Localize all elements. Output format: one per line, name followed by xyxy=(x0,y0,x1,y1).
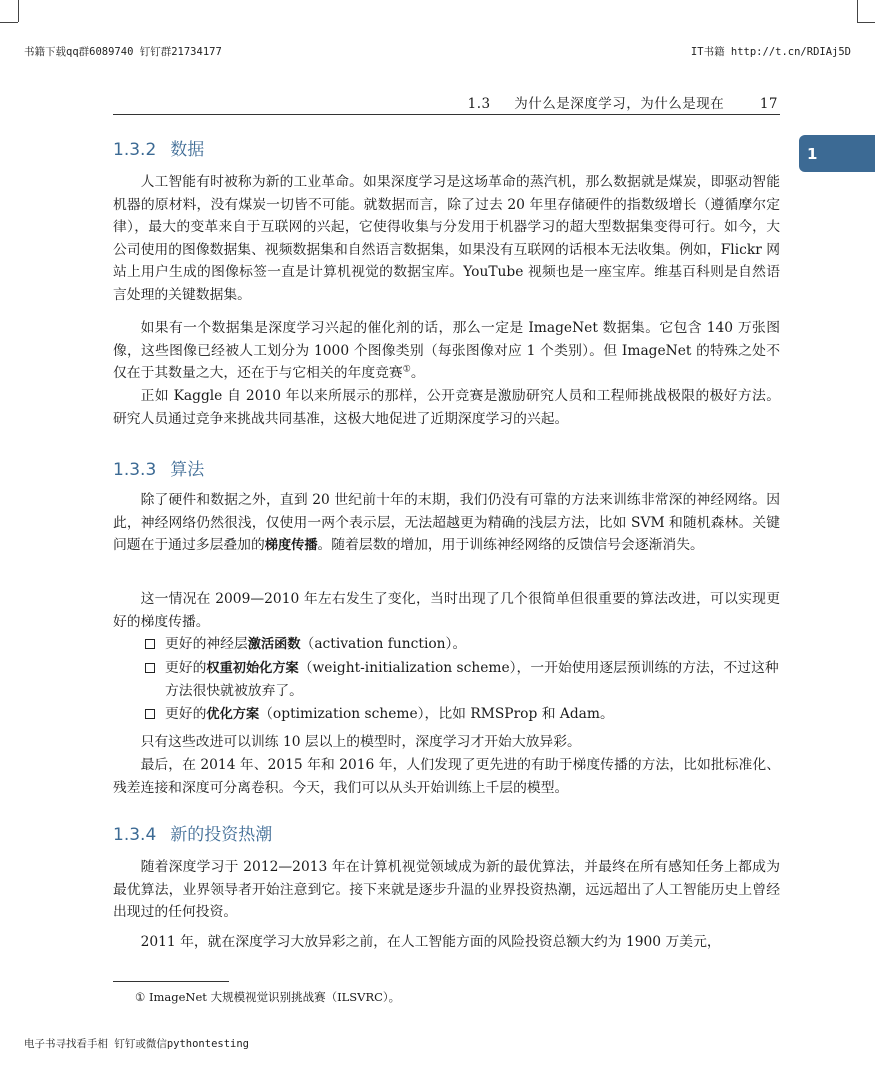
checkbox-bullet-icon xyxy=(145,709,155,719)
page-number: 17 xyxy=(759,96,778,112)
paragraph-text: 除了硬件和数据之外，直到 20 世纪前十年的末期，我们仍没有可靠的方法来训练非常深的神经网络。因此，神经网络仍然很浅，仅使用一两个表示层，无法超越更为精确的浅层方法，比如 SVM 和随机森林。关键问题在于通过多层叠加的 xyxy=(113,492,780,554)
paragraph-text: 。 xyxy=(410,365,425,382)
running-head xyxy=(113,92,778,112)
section-heading-data xyxy=(113,135,204,160)
section-number: 1.3.3 xyxy=(113,460,157,480)
item-text: 更好的 xyxy=(165,705,207,722)
paragraph: 只有这些改进可以训练 10 层以上的模型时，深度学习才开始大放异彩。 xyxy=(140,734,581,750)
checkbox-bullet-icon xyxy=(145,639,155,649)
section-title: 数据 xyxy=(170,140,205,160)
paragraph: 2011 年，就在深度学习大放异彩之前，在人工智能方面的风险投资总额大约为 1900 万美元， xyxy=(140,934,721,950)
bold-term: 激活函数 xyxy=(247,637,301,652)
list-item xyxy=(145,657,780,703)
crop-mark xyxy=(857,0,858,22)
paragraph: 正如 Kaggle 自 2010 年以来所展示的那样，公开竞赛是激励研究人员和工程师挑战极限的极好方法。研究人员通过竞争来挑战共同基准，这极大地促进了近期深度学习的兴起。 xyxy=(113,388,780,427)
header-rule xyxy=(113,114,780,115)
chapter-tab: 1 xyxy=(799,135,875,172)
bold-term: 优化方案 xyxy=(206,706,260,722)
section-number: 1.3.4 xyxy=(113,825,157,845)
list-item xyxy=(145,633,780,657)
paragraph: 人工智能有时被称为新的工业革命。如果深度学习是这场革命的蒸汽机，那么数据就是煤炭，即驱动智能机器的原材料，没有煤炭一切皆不可能。就数据而言，除了过去 20 年里存储硬件的指数级增长（遵循摩尔定律），最大的变革来自于互联网的兴起，它使得收集与分发用于机器学习的超大型数据集变得可行。如今，大公司使用的图像数据集、视频数据集和自然语言数据集，如果没有互联网的话根本无法收集。例如，Flickr 网站上用户生成的图像标签一直是计算机视觉的数据宝库。YouTube 视频也是一座宝库。维基百科则是自然语言处理的关键数据集。 xyxy=(113,174,780,303)
item-text: （optimization scheme），比如 RMSProp 和 Adam。 xyxy=(259,705,614,722)
list-item xyxy=(145,703,780,727)
paragraph: 这一情况在 2009—2010 年左右发生了变化，当时出现了几个很简单但很重要的算法改进，可以实现更好的梯度传播。 xyxy=(113,591,780,630)
header-title: 为什么是深度学习，为什么是现在 xyxy=(514,96,725,112)
bold-term: 权重初始化方案 xyxy=(206,660,299,676)
watermark-bottom-left: 电子书寻找看手相 钉钉或微信pythontesting xyxy=(24,1038,250,1050)
footnote: ① ImageNet 大规模视觉识别挑战赛（ILSVRC）。 xyxy=(135,990,401,1004)
crop-mark xyxy=(0,22,18,23)
section-heading-investment xyxy=(113,820,272,845)
watermark-top-left: 书籍下载qq群6089740 钉钉群21734177 xyxy=(24,46,222,58)
item-text: （weight-initialization scheme），一开始使用逐层预训练的方法，不过这种方法很快就被放弃了。 xyxy=(165,659,779,700)
section-heading-algorithms xyxy=(113,455,204,480)
section-title: 新的投资热潮 xyxy=(170,825,273,845)
paragraph xyxy=(113,489,780,558)
paragraph xyxy=(113,317,780,385)
paragraph-text: 。随着层数的增加，用于训练神经网络的反馈信号会逐渐消失。 xyxy=(317,537,704,554)
footnote-marker: ① xyxy=(402,364,411,375)
footnote-rule xyxy=(113,981,229,982)
watermark-top-right: IT书籍 http://t.cn/RDIAj5D xyxy=(690,46,851,58)
item-text: （activation function）。 xyxy=(300,636,467,652)
paragraph: 最后，在 2014 年、2015 年和 2016 年，人们发现了更先进的有助于梯度传播的方法，比如批标准化、残差连接和深度可分离卷积。今天，我们可以从头开始训练上千层的模型。 xyxy=(113,757,780,796)
paragraph-text: 如果有一个数据集是深度学习兴起的催化剂的话，那么一定是 ImageNet 数据集。它包含 140 万张图像，这些图像已经被人工划分为 1000 个图像类别（每张图像对应 1 个类别）。但 ImageNet 的特殊之处不仅在于其数量之大，还在于与它相关的年度竞赛 xyxy=(113,320,780,382)
checkbox-bullet-icon xyxy=(145,663,155,673)
section-number: 1.3.2 xyxy=(113,140,157,160)
header-section: 1.3 xyxy=(467,96,491,112)
paragraph: 随着深度学习于 2012—2013 年在计算机视觉领域成为新的最优算法，并最终在所有感知任务上都成为最优算法，业界领导者开始注意到它。接下来就是逐步升温的业界投资热潮，远远超出了人工智能历史上曾经出现过的任何投资。 xyxy=(113,859,780,921)
item-text: 更好的神经层 xyxy=(165,636,248,652)
improvement-list xyxy=(145,633,780,726)
crop-mark xyxy=(18,0,19,22)
bold-term: 梯度传播 xyxy=(264,538,318,554)
item-text: 更好的 xyxy=(165,659,207,676)
crop-mark xyxy=(857,22,875,23)
section-title: 算法 xyxy=(170,460,205,480)
